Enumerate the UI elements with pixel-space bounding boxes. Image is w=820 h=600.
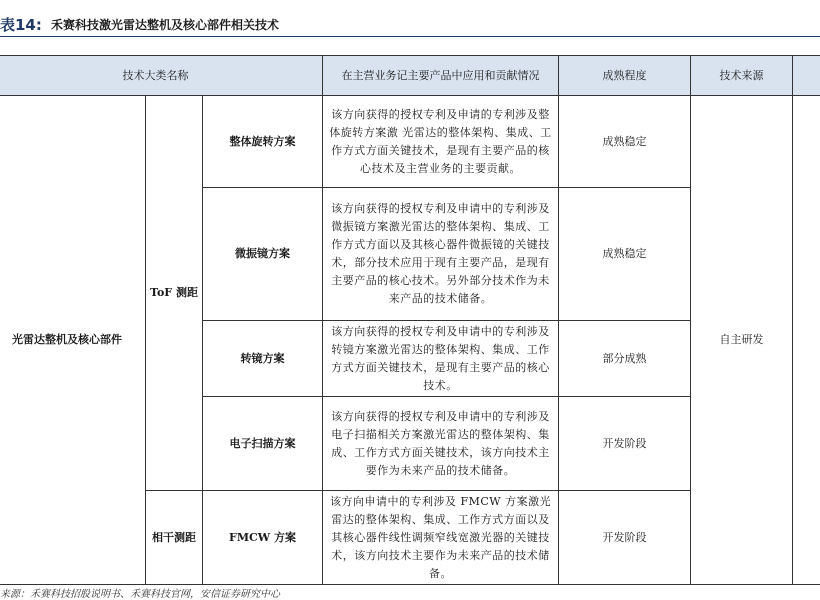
- table-caption: [0, 0, 820, 40]
- header-row: [0, 56, 820, 96]
- spacer-cell: [793, 96, 820, 585]
- description-cell: 该方向获得的授权专利及申请中的专利涉及转镜方案激光雷达的整体架构、集成、工作方式方面关键技术，是现有主要产品的核心技术。: [323, 321, 559, 397]
- maturity-cell: 成熟稳定: [559, 96, 691, 188]
- header-application: 在主营业务记主要产品中应用和贡献情况: [323, 56, 559, 96]
- scheme-cell: 转镜方案: [203, 321, 323, 397]
- header-source: 技术来源: [691, 56, 793, 96]
- table-title: 禾赛科技激光雷达整机及核心部件相关技术: [51, 18, 280, 32]
- scheme-cell: FMCW 方案: [203, 491, 323, 585]
- description-cell: 该方向获得的授权专利及申请中的专利涉及电子扫描相关方案激光雷达的整体架构、集成、工作方式方面关键技术，该方向技术主要作为未来产品的技术储备。: [323, 397, 559, 491]
- description-cell: 该方向申请中的专利涉及 FMCW 方案激光雷达的整体架构、集成、工作方式方面以及其核心器件线性调频窄线宽激光器的关键技术，该方向技术主要作为未来产品的技术储备。: [323, 491, 559, 585]
- maturity-cell: 成熟稳定: [559, 188, 691, 321]
- technology-table: [0, 55, 820, 585]
- title-divider: [0, 36, 820, 37]
- scheme-cell: 微振镜方案: [203, 188, 323, 321]
- scheme-cell: 电子扫描方案: [203, 397, 323, 491]
- source-cell: 自主研发: [691, 96, 793, 585]
- description-cell: 该方向获得的授权专利及申请的专利涉及整体旋转方案激 光雷达的整体架构、集成、工作方式方面关键技术，是现有主要产品的核心技术及主营业务的主要贡献。: [323, 96, 559, 188]
- header-maturity: 成熟程度: [559, 56, 691, 96]
- group-coherent: 相干测距: [146, 491, 203, 585]
- category-cell: 光雷达整机及核心部件: [0, 96, 146, 585]
- maturity-cell: 开发阶段: [559, 491, 691, 585]
- group-tof: ToF 测距: [146, 96, 203, 491]
- header-spacer: [793, 56, 820, 96]
- maturity-cell: 开发阶段: [559, 397, 691, 491]
- header-category: 技术大类名称: [0, 56, 323, 96]
- table-number: 表14:: [0, 16, 42, 34]
- table-row: [0, 96, 820, 188]
- description-cell: 该方向获得的授权专利及申请中的专利涉及微振镜方案激光雷达的整体架构、集成、工作方式方面以及其核心器件微振镜的关键技术，部分技术应用于现有主要产品，是现有主要产品的核心技术。另外部分技术作为未来产品的技术储备。: [323, 188, 559, 321]
- scheme-cell: 整体旋转方案: [203, 96, 323, 188]
- source-note: 来源：禾赛科技招股说明书、禾赛科技官网，安信证券研究中心: [0, 589, 280, 600]
- maturity-cell: 部分成熟: [559, 321, 691, 397]
